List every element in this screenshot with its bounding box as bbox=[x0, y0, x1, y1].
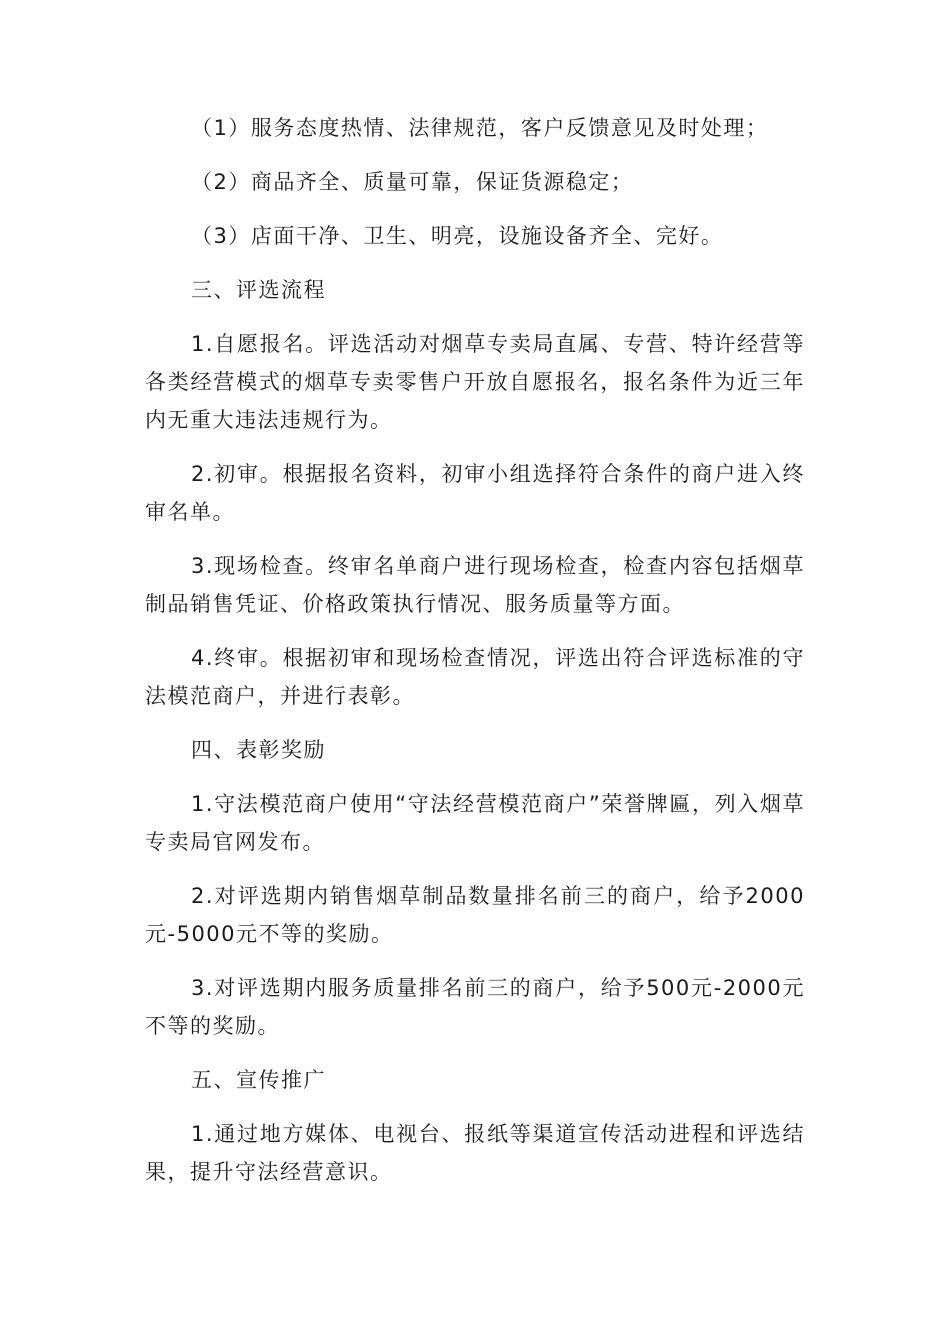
list-item: 2.对评选期内销售烟草制品数量排名前三的商户，给予2000元-5000元不等的奖励。 bbox=[145, 884, 805, 946]
section-heading: 三、评选流程 bbox=[191, 278, 326, 302]
list-item: （2）商品齐全、质量可靠，保证货源稳定； bbox=[191, 170, 634, 194]
list-item: 2.初审。根据报名资料，初审小组选择符合条件的商户进入终审名单。 bbox=[145, 462, 805, 524]
list-item: （1）服务态度热情、法律规范，客户反馈意见及时处理； bbox=[191, 116, 769, 140]
list-item: 3.现场检查。终审名单商户进行现场检查，检查内容包括烟草制品销售凭证、价格政策执行情况、服务质量等方面。 bbox=[145, 554, 805, 616]
section-heading: 四、表彰奖励 bbox=[191, 738, 326, 762]
list-item: 3.对评选期内服务质量排名前三的商户，给予500元-2000元不等的奖励。 bbox=[145, 976, 805, 1038]
list-item: 1.守法模范商户使用“守法经营模范商户”荣誉牌匾，列入烟草专卖局官网发布。 bbox=[145, 792, 805, 854]
document-body bbox=[145, 109, 805, 1207]
list-item: 1.自愿报名。评选活动对烟草专卖局直属、专营、特许经营等各类经营模式的烟草专卖零售户开放自愿报名，报名条件为近三年内无重大违法违规行为。 bbox=[145, 332, 805, 432]
list-item: 1.通过地方媒体、电视台、报纸等渠道宣传活动进程和评选结果，提升守法经营意识。 bbox=[145, 1122, 805, 1184]
list-item: 4.终审。根据初审和现场检查情况，评选出符合评选标准的守法模范商户，并进行表彰。 bbox=[145, 646, 805, 708]
section-heading: 五、宣传推广 bbox=[191, 1068, 326, 1092]
list-item: （3）店面干净、卫生、明亮，设施设备齐全、完好。 bbox=[191, 224, 724, 248]
